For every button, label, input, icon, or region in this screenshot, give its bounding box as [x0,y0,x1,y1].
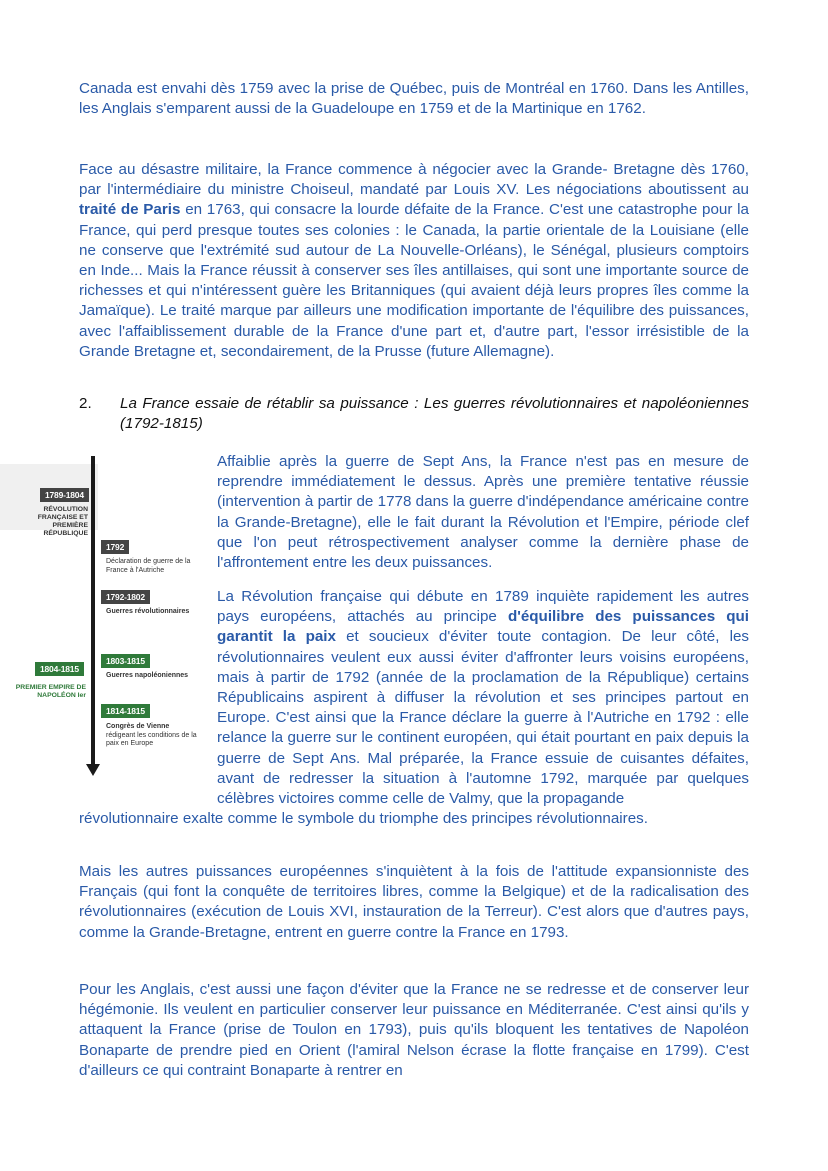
p4-tail: révolutionnaire exalte comme le symbole du triomphe des principes révolutionnaires. [79,810,648,828]
timeline-label-guerres-revo-text: Guerres révolutionnaires [106,608,190,615]
paragraph-revolution [79,587,749,829]
timeline-label-vienne-title: Congrès de Vienne [106,723,170,730]
timeline-label-guerres-napo-text: Guerres napoléoniennes [106,672,189,679]
p4-text-before: La Révolution française qui débute en 1789 inquiète rapidement les autres pays européens, attachés au principe [217,588,749,626]
p2-text-after: en 1763, qui consacre la lourde défaite de la France. C'est une catastrophe pour la France, qui perd presque toutes ses colonies : le Canada, la partie orientale de la Louisiane (elle ne conserve que l'extrémité sud autour de La Nouvelle-Orléans), le Sénégal, plusieurs comptoirs en Inde... Mais la France réussit à conserver ses îles antillaises, qui sont une importante source de richesses et qui n'intéressent guère les Britanniques (qui avaient déjà leurs propres îles comme la Jamaïque). Le traité marque par ailleurs une modification importante de l'équilibre des puissances, avec l'affaiblissement durable de la France d'une part et, d'autre part, l'essor irrésistible de la Grande Bretagne et, secondairement, de la Prusse (future Allemagne). [79,201,749,360]
p4-text-after: et soucieux d'éviter toute contagion. De leur côté, les révolutionnaires veulent eux aussi éviter d'affronter leurs voisins européens, mais à partir de 1792 (année de la proclamation de la République) certains Républicains aspirent à diffuser la révolution et ses principes partout en Europe. C'est ainsi que la France déclare la guerre à l'Autriche en 1792 : elle relance la guerre sur le continent européen, qui était pourtant en paix depuis la guerre de Sept Ans. Mal préparée, la France essuie de cuisantes défaites, avant de redresser la situation à l'automne 1792, marquée par quelques célèbres victoires comme celle de Valmy, que la propagande [217,628,749,808]
section-number: 2. [79,395,92,412]
paragraph-traite-de-paris [79,160,749,362]
timeline-tag-1803-1815: 1803-1815 [101,654,150,668]
timeline-tag-1792: 1792 [101,540,129,554]
timeline-label-empire: PREMIER EMPIRE DE NAPOLÉON Ier [15,684,86,699]
p4-bold-term: d'équilibre des puissances qui garantit la paix [217,608,750,646]
section-heading [79,394,749,434]
p2-bold-term: traité de Paris [79,201,181,219]
timeline-label-revolution: RÉVOLUTION FRANÇAISE ET PREMIÈRE RÉPUBLIQUE [37,506,88,537]
section-title: La France essaie de rétablir sa puissance : Les guerres révolutionnaires et napoléoniennes (1792-1815) [120,395,749,433]
paragraph-anglais: Pour les Anglais, c'est aussi une façon d'éviter que la France ne se redresse et de conserver leur hégémonie. Ils veulent en particulier conserver leur puissance en Méditerranée. C'est ainsi qu'ils y attaquent la France (prise de Toulon en 1793), puis qu'ils bloquent les tentatives de Napoléon Bonaparte de prendre pied en Orient (l'amiral Nelson écrase la flotte française en 1799). C'est d'ailleurs ce qui contraint Bonaparte à rentrer en [79,981,749,1079]
timeline-tag-1789-1804: 1789-1804 [40,488,89,502]
timeline-label-declaration: Déclaration de guerre de la France à l'Autriche [106,558,191,574]
timeline-tag-1804-1815: 1804-1815 [35,662,84,676]
timeline-label-vienne-desc: rédigeant les conditions de la paix en Europe [106,731,197,747]
p4-wrapped-block [217,587,749,809]
p2-text-before: Face au désastre militaire, la France commence à négocier avec la Grande- Bretagne dès 1760, par l'intermédiaire du ministre Choiseul, mandaté par Louis XV. Les négociations aboutissent au [79,161,749,199]
timeline-tag-1792-1802: 1792-1802 [101,590,150,604]
paragraph-affaiblie: Affaiblie après la guerre de Sept Ans, la France n'est pas en mesure de reprendre immédiatement le dessus. Après une première tentative réussie (intervention à partir de 1778 dans la guerre d'indépendance américaine contre la Grande-Bretagne), elle le fait durant la Révolution et l'Empire, période clef que l'on peut rétrospectivement analyser comme la dernière phase de l'affrontement entre les deux puissances. [217,453,749,572]
paragraph-canada: Canada est envahi dès 1759 avec la prise de Québec, puis de Montréal en 1760. Dans les Antilles, les Anglais s'emparent aussi de la Guadeloupe en 1759 et de la Martinique en 1762. [79,80,749,118]
paragraph-puissances: Mais les autres puissances européennes s'inquiètent à la fois de l'attitude expansionniste des Français (qui font la conquête de territoires libres, comme la Belgique) et de la radicalisation des révolutionnaires (exécution de Louis XVI, instauration de la Terreur). C'est alors que d'autres pays, comme la Grande-Bretagne, entrent en guerre contre la France en 1793. [79,863,749,941]
timeline-tag-1814-1815: 1814-1815 [101,704,150,718]
